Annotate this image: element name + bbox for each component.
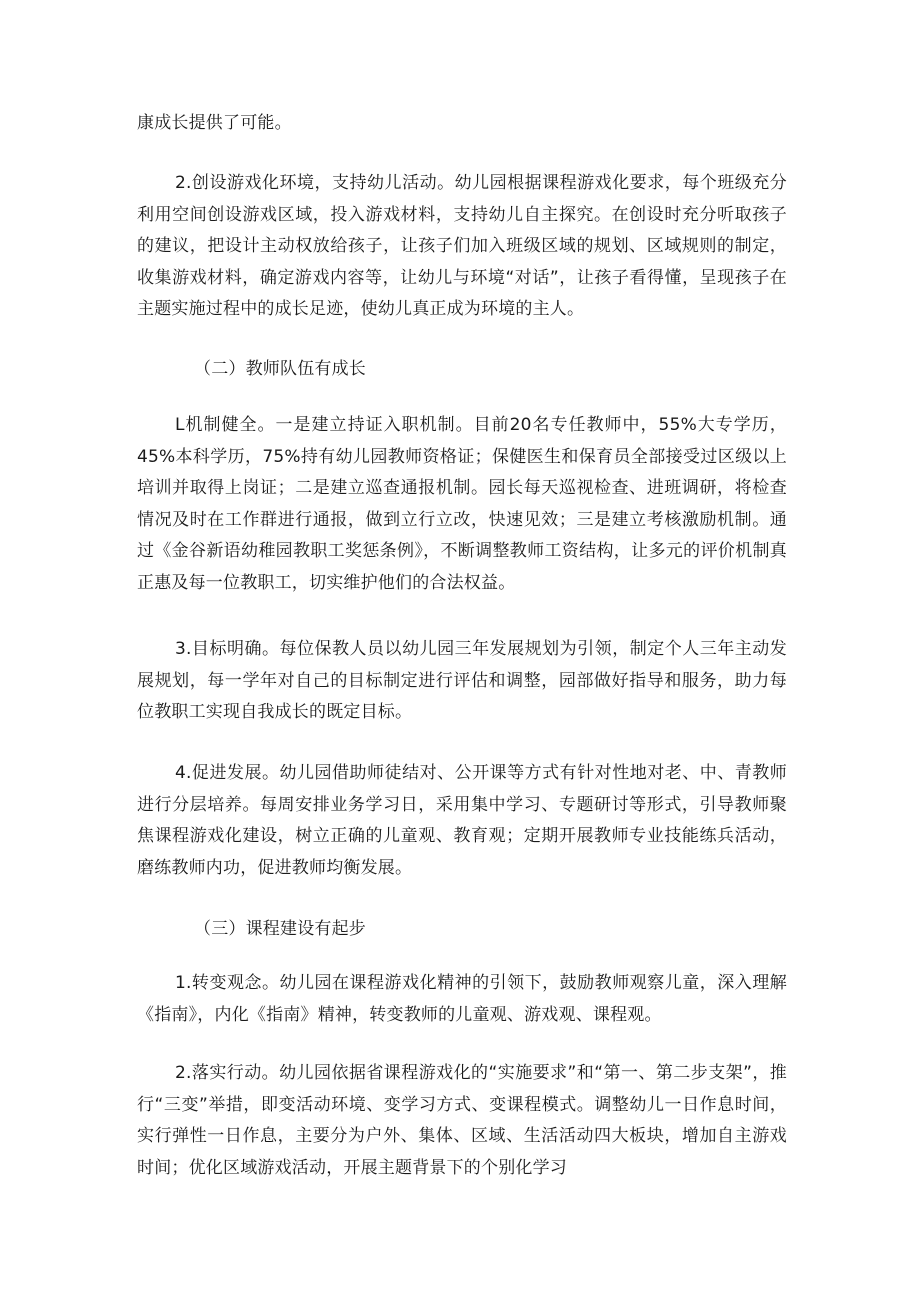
paragraph-action: 2.落实行动。幼儿园依据省课程游戏化的“实施要求”和“第一、第二步支架”，推行“三变”举措，即变活动环境、变学习方式、变课程模式。调整幼儿一日作息时间，实行弹性一日作息，主要分为户外、集体、区域、生活活动四大板块，增加自主游戏时间；优化区域游戏活动，开展主题背景下的个别化学习 [137,1063,787,1178]
paragraph-concept: 1.转变观念。幼儿园在课程游戏化精神的引领下，鼓励教师观察儿童，深入理解《指南》，内化《指南》精神，转变教师的儿童观、游戏观、课程观。 [137,973,787,1025]
paragraph-mechanism: L机制健全。一是建立持证入职机制。目前20名专任教师中，55%大专学历，45%本科学历，75%持有幼儿园教师资格证；保健医生和保育员全部接受过区级以上培训并取得上岗证；二是建立巡查通报机制。园长每天巡视检查、进班调研，将检查情况及时在工作群进行通报，做到立行立改，快速见效；三是建立考核激励机制。通过《金谷新语幼稚园教职工奖惩条例》，不断调整教师工资结构，让多元的评价机制真正惠及每一位教职工，切实维护他们的合法权益。 [137,415,787,593]
paragraph-continuation: 康成长提供了可能。 [137,113,292,133]
paragraph-goals: 3.目标明确。每位保教人员以幼儿园三年发展规划为引领，制定个人三年主动发展规划，每一学年对自己的目标制定进行评估和调整，园部做好指导和服务，助力每位教职工实现自我成长的既定目标。 [137,639,787,722]
paragraph-environment: 2.创设游戏化环境，支持幼儿活动。幼儿园根据课程游戏化要求，每个班级充分利用空间创设游戏区域，投入游戏材料，支持幼儿自主探究。在创设时充分听取孩子的建议，把设计主动权放给孩子，让孩子们加入班级区域的规划、区域规则的制定，收集游戏材料，确定游戏内容等，让幼儿与环境“对话”，让孩子看得懂，呈现孩子在主题实施过程中的成长足迹，使幼儿真正成为环境的主人。 [137,173,787,319]
paragraph-development: 4.促进发展。幼儿园借助师徒结对、公开课等方式有针对性地对老、中、青教师进行分层培养。每周安排业务学习日，采用集中学习、专题研讨等形式，引导教师聚焦课程游戏化建设，树立正确的儿童观、教育观；定期开展教师专业技能练兵活动，磨练教师内功，促进教师均衡发展。 [137,763,787,878]
section-heading-teachers: （二）教师队伍有成长 [194,359,366,379]
section-heading-curriculum: （三）课程建设有起步 [194,919,366,939]
